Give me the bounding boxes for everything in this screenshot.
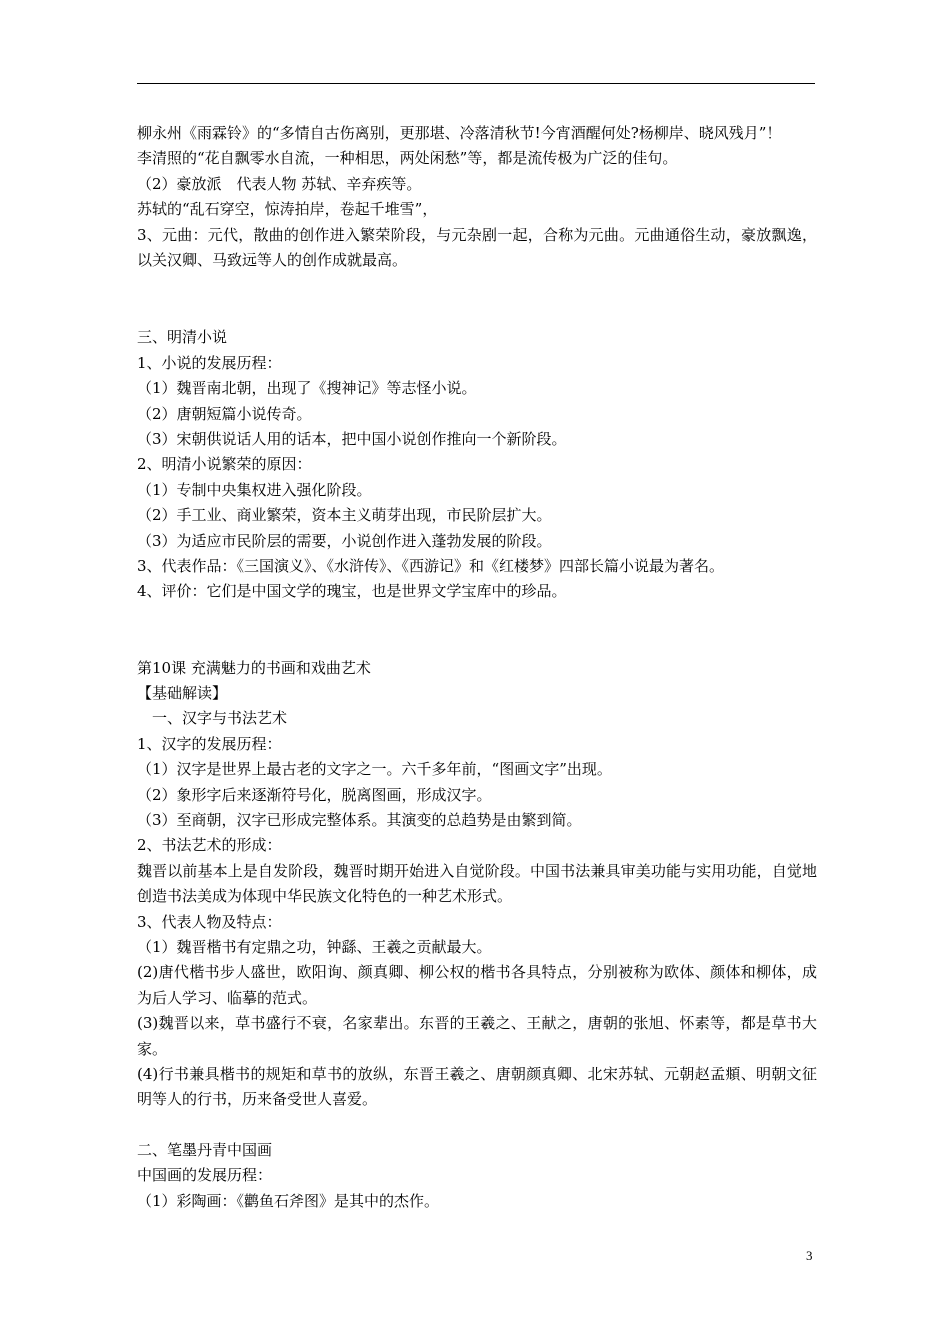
list-item: （1）魏晋南北朝，出现了《搜神记》等志怪小说。 — [137, 379, 477, 398]
list-item: （2）唐朝短篇小说传奇。 — [137, 404, 312, 423]
list-item: （1）汉字是世界上最古老的文字之一。六千多年前，“图画文字”出现。 — [137, 760, 612, 779]
list-item: 2、明清小说繁荣的原因： — [137, 455, 312, 474]
basic-reading-label: 【基础解读】 — [137, 684, 228, 703]
list-item: 中国画的发展历程： — [137, 1166, 273, 1185]
spacer — [137, 605, 817, 656]
page-number: 3 — [806, 1248, 813, 1263]
list-item: （2）手工业、商业繁荣，资本主义萌芽出现，市民阶层扩大。 — [137, 506, 552, 525]
list-item: （3）为适应市民阶层的需要，小说创作进入蓬勃发展的阶段。 — [137, 531, 552, 550]
list-item: 1、汉字的发展历程： — [137, 734, 282, 753]
list-item: 4、评价：它们是中国文学的瑰宝，也是世界文学宝库中的珍品。 — [137, 582, 567, 601]
list-item: （3）宋朝供说话人用的话本，把中国小说创作推向一个新阶段。 — [137, 429, 567, 448]
paragraph-liqingzhao: 李清照的“花自飘零水自流，一种相思，两处闲愁”等，都是流传极为广泛的佳句。 — [137, 149, 678, 168]
spacer — [137, 273, 817, 325]
spacer — [137, 1113, 817, 1138]
header-rule — [137, 83, 815, 84]
list-item: 2、书法艺术的形成： — [137, 836, 282, 855]
section-heading-painting: 二、笔墨丹青中国画 — [137, 1140, 273, 1159]
list-item: 3、代表人物及特点： — [137, 912, 282, 931]
document-body — [137, 121, 817, 1214]
section-heading-calligraphy: 一、汉字与书法艺术 — [152, 709, 288, 728]
paragraph-haofangpai: （2）豪放派 代表人物 苏轼、辛弃疾等。 — [137, 174, 422, 193]
paragraph-yulinling: 柳永州《雨霖铃》的“多情自古伤离别，更那堪、冷落清秋节!今宵酒醒何处?杨柳岸、晓风残月”！ — [137, 124, 782, 142]
list-item: （1）彩陶画：《鹳鱼石斧图》是其中的杰作。 — [137, 1191, 440, 1210]
paragraph-caoshu: (3)魏晋以来，草书盛行不衰，名家辈出。东晋的王羲之、王献之，唐朝的张旭、怀素等，都是草书大家。 — [137, 1014, 817, 1058]
paragraph-yuanqu: 3、元曲：元代，散曲的创作进入繁荣阶段，与元杂剧一起，合称为元曲。元曲通俗生动，豪放飘逸，以关汉卿、马致远等人的创作成就最高。 — [137, 225, 817, 269]
paragraph-calligraphy-formation: 魏晋以前基本上是自发阶段，魏晋时期开始进入自觉阶段。中国书法兼具审美功能与实用功能，自觉地创造书法美成为体现中华民族文化特色的一种艺术形式。 — [137, 861, 817, 906]
list-item: （3）至商朝，汉字已形成完整体系。其演变的总趋势是由繁到简。 — [137, 811, 582, 830]
list-item: （1）魏晋楷书有定鼎之功，钟繇、王羲之贡献最大。 — [137, 938, 492, 957]
section-heading-novels: 三、明清小说 — [137, 328, 228, 347]
list-item: 1、小说的发展历程： — [137, 353, 282, 372]
lesson-title: 第10课 充满魅力的书画和戏曲艺术 — [137, 658, 371, 677]
list-item: （2）象形字后来逐渐符号化，脱离图画，形成汉字。 — [137, 785, 492, 804]
paragraph-xingshu: (4)行书兼具楷书的规矩和草书的放纵，东晋王羲之、唐朝颜真卿、北宋苏轼、元朝赵孟頫、明朝文征明等人的行书，历来备受世人喜爱。 — [137, 1065, 817, 1109]
list-item: （1）专制中央集权进入强化阶段。 — [137, 480, 372, 499]
paragraph-sushi: 苏轼的“乱石穿空，惊涛拍岸，卷起千堆雪”， — [137, 200, 438, 219]
list-item: 3、代表作品：《三国演义》、《水浒传》、《西游记》和《红楼梦》四部长篇小说最为著名。 — [137, 556, 725, 575]
paragraph-tang-kaishu: (2)唐代楷书步人盛世，欧阳询、颜真卿、柳公权的楷书各具特点，分别被称为欧体、颜体和柳体，成为后人学习、临摹的范式。 — [137, 963, 817, 1007]
